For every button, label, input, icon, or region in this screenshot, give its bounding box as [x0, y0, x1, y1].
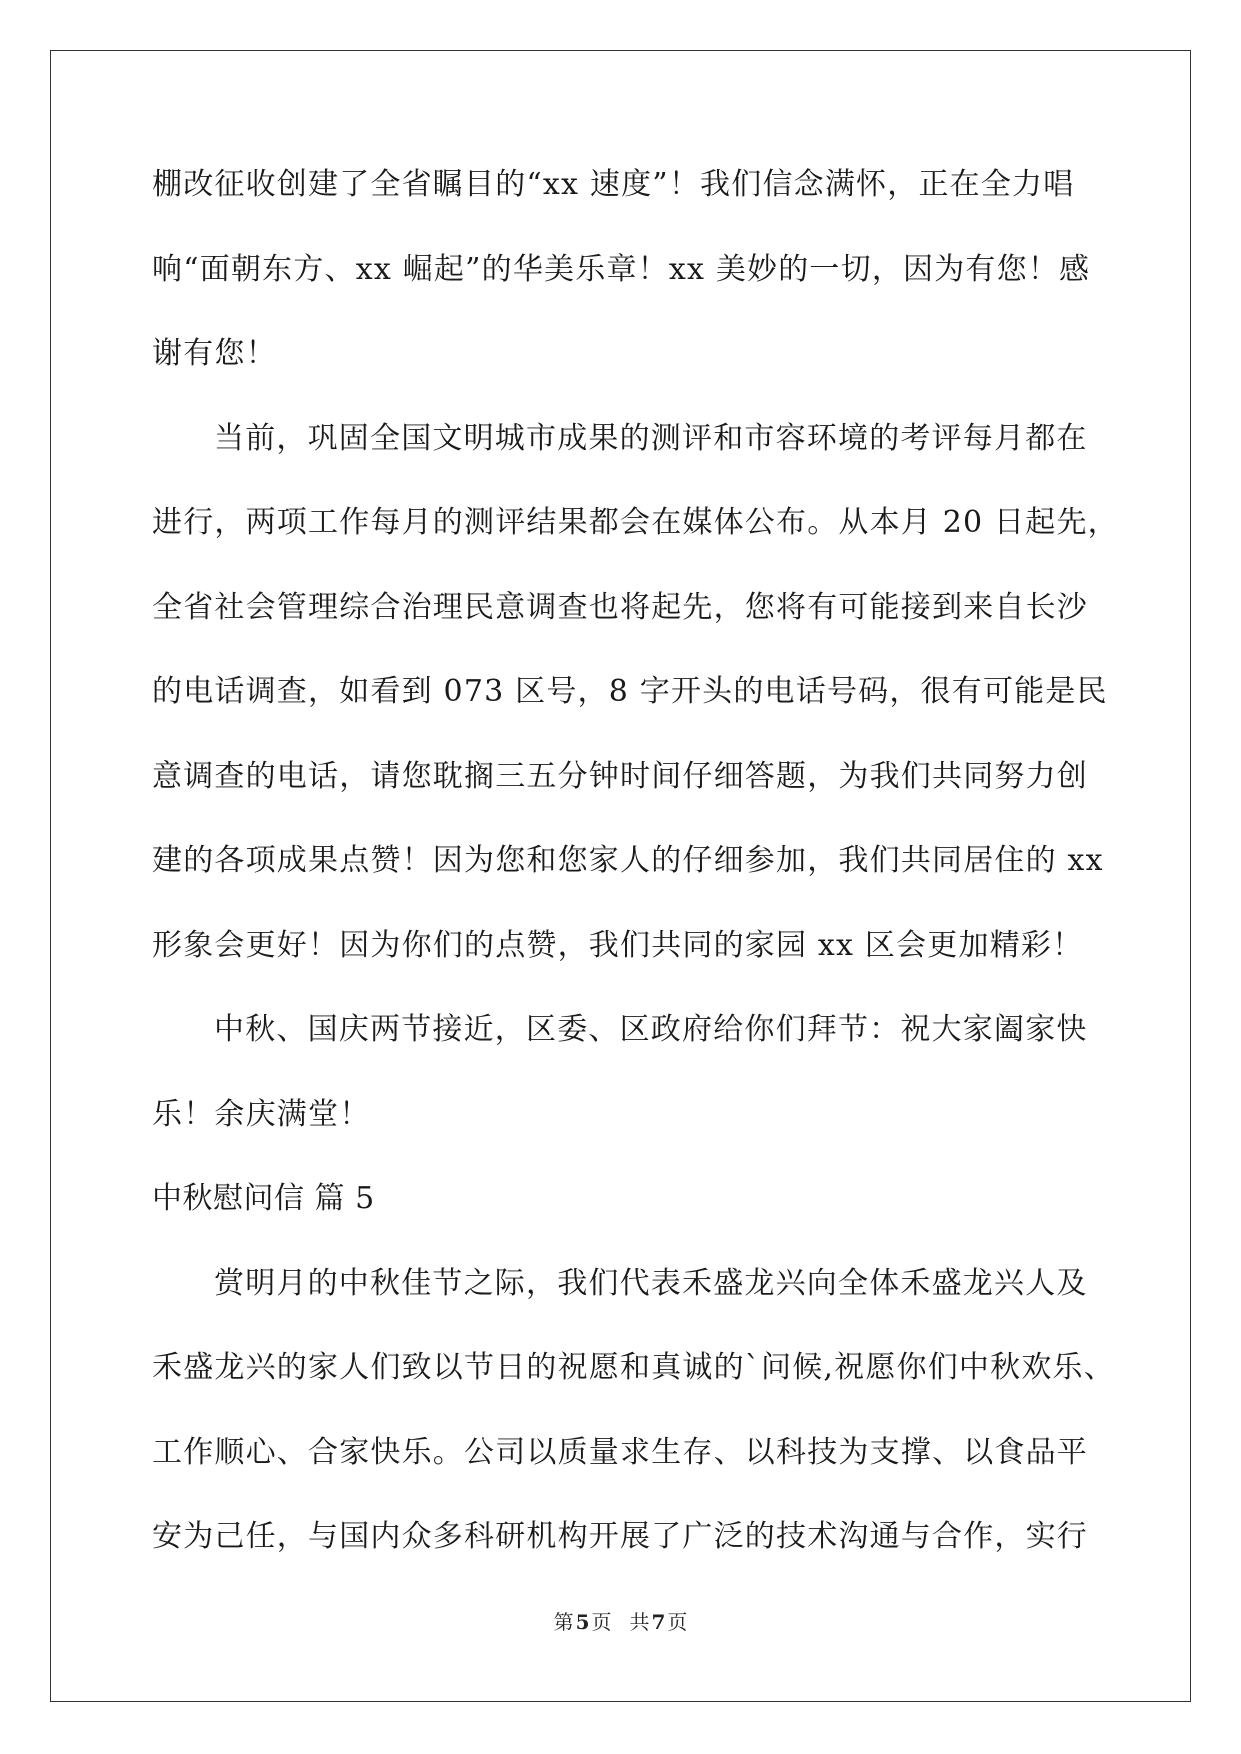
text-line-6: 全省社会管理综合治理民意调查也将起先，您将有可能接到来自长沙	[152, 589, 1088, 625]
text-line-4: 当前，巩固全国文明城市成果的测评和市容环境的考评每月都在	[214, 420, 1088, 456]
text-line-15: 禾盛龙兴的家人们致以节日的祝愿和真诚的`问候,祝愿你们中秋欢乐、	[152, 1350, 1115, 1385]
total-prefix: 共	[629, 1610, 650, 1634]
page-suffix: 页	[591, 1610, 612, 1634]
page-total: 7	[651, 1610, 666, 1634]
text-line-1: 棚改征收创建了全省瞩目的“xx 速度”！我们信念满怀，正在全力唱	[152, 167, 1075, 202]
text-line-3: 谢有您！	[152, 336, 277, 371]
text-line-7: 的电话调查，如看到 073 区号，8 字开头的电话号码，很有可能是民	[152, 674, 1108, 709]
text-line-12: 乐！余庆满堂！	[152, 1096, 371, 1132]
page-prefix: 第	[553, 1610, 574, 1634]
page-current: 5	[575, 1610, 590, 1634]
text-line-14: 赏明月的中秋佳节之际，我们代表禾盛龙兴向全体禾盛龙兴人及	[214, 1265, 1088, 1301]
section-heading: 中秋慰问信 篇 5	[152, 1181, 375, 1216]
text-line-5: 进行，两项工作每月的测评结果都会在媒体公布。从本月 20 日起先，	[152, 505, 1119, 540]
text-line-2: 响“面朝东方、xx 崛起”的华美乐章！xx 美妙的一切，因为有您！感	[152, 251, 1091, 287]
page-footer	[0, 1610, 1241, 1634]
total-suffix: 页	[667, 1610, 688, 1634]
document-body	[152, 155, 1119, 1592]
text-line-9: 建的各项成果点赞！因为您和您家人的仔细参加，我们共同居住的 xx	[152, 843, 1104, 878]
text-line-10: 形象会更好！因为你们的点赞，我们共同的家园 xx 区会更加精彩！	[152, 927, 1084, 963]
text-line-11: 中秋、国庆两节接近，区委、区政府给你们拜节：祝大家阖家快	[214, 1012, 1088, 1047]
text-line-16: 工作顺心、合家快乐。公司以质量求生存、以科技为支撑、以食品平	[152, 1434, 1088, 1470]
text-line-17: 安为己任，与国内众多科研机构开展了广泛的技术沟通与合作，实行	[152, 1519, 1088, 1554]
text-line-8: 意调查的电话，请您耽搁三五分钟时间仔细答题，为我们共同努力创	[152, 758, 1088, 794]
